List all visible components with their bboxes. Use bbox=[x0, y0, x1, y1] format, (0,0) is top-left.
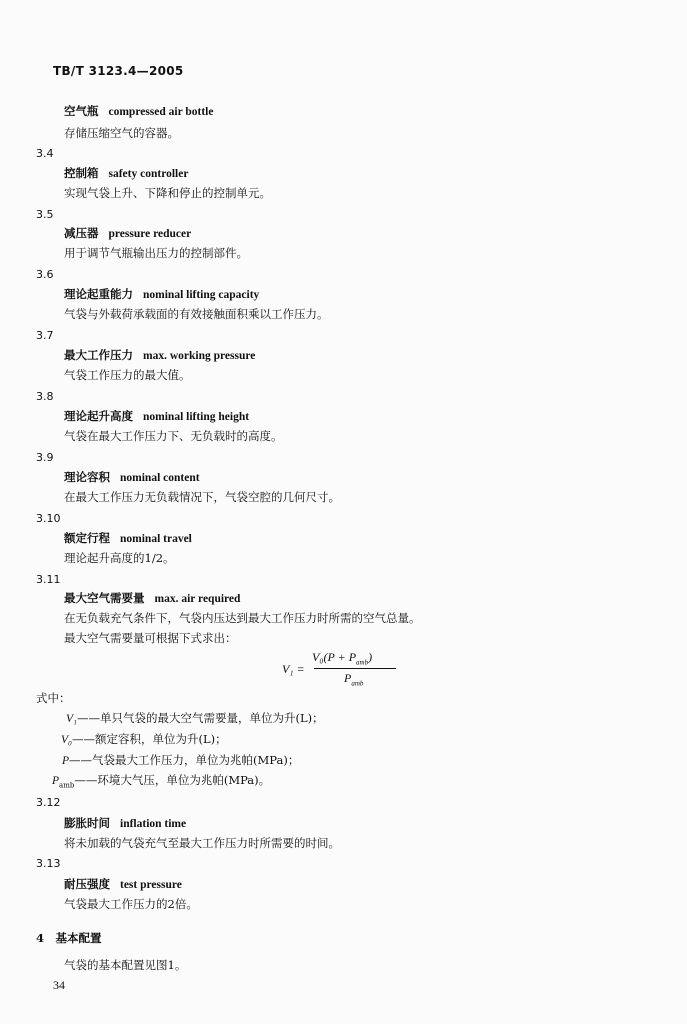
definition: 在无负载充气条件下，气袋内压达到最大工作压力时所需的空气总量。 bbox=[64, 611, 421, 625]
term-nominal-content: 理论容积 nominal content bbox=[64, 470, 200, 484]
variable-definition: V₀——额定容积，单位为升(L)； bbox=[61, 732, 227, 746]
clause-number: 3.5 bbox=[36, 208, 54, 221]
definition: 气袋与外载荷承载面的有效接触面积乘以工作压力。 bbox=[64, 307, 329, 321]
term-pressure-reducer: 减压器 pressure reducer bbox=[64, 226, 192, 240]
variable-definition: $P_{amb}——$环境大气压，单位为兆帕(MPa)。 bbox=[52, 773, 271, 790]
clause-number: 3.11 bbox=[36, 573, 61, 586]
formula-lhs: V₁ = bbox=[282, 662, 305, 676]
section-text: 气袋的基本配置见图1。 bbox=[64, 958, 187, 972]
fraction-bar bbox=[314, 668, 396, 669]
clause-number: 3.7 bbox=[36, 329, 54, 342]
clause-number: 3.4 bbox=[36, 147, 54, 160]
term-nominal-lifting-height: 理论起升高度 nominal lifting height bbox=[64, 409, 250, 423]
term-nominal-travel: 额定行程 nominal travel bbox=[64, 531, 192, 545]
clause-number: 3.9 bbox=[36, 451, 54, 464]
definition: 用于调节气瓶输出压力的控制部件。 bbox=[64, 246, 248, 260]
term-test-pressure: 耐压强度 test pressure bbox=[64, 877, 182, 891]
clause-number: 3.10 bbox=[36, 512, 61, 525]
page-number: 34 bbox=[53, 978, 65, 992]
term-nominal-lifting-capacity: 理论起重能力 nominal lifting capacity bbox=[64, 287, 260, 301]
definition: 理论起升高度的1/2。 bbox=[64, 551, 175, 565]
clause-number: 3.6 bbox=[36, 268, 54, 281]
definition-formula-intro: 最大空气需要量可根据下式求出： bbox=[64, 631, 237, 645]
formula-numerator: $V_0(P + P_{amb})$ bbox=[312, 650, 373, 667]
definition: 实现气袋上升、下降和停止的控制单元。 bbox=[64, 186, 271, 200]
where-label: 式中： bbox=[36, 691, 71, 705]
definition: 将未加载的气袋充气至最大工作压力时所需要的时间。 bbox=[64, 836, 340, 850]
definition: 在最大工作压力无负载情况下，气袋空腔的几何尺寸。 bbox=[64, 490, 340, 504]
formula-denominator: $P_{amb}$ bbox=[344, 671, 364, 688]
term-max-working-pressure: 最大工作压力 max. working pressure bbox=[64, 348, 256, 362]
definition: 存储压缩空气的容器。 bbox=[64, 126, 179, 140]
document-header: TB/T 3123.4—2005 bbox=[53, 64, 184, 78]
variable-definition: V₁——单只气袋的最大空气需要量，单位为升(L)； bbox=[66, 711, 324, 725]
term-inflation-time: 膨胀时间 inflation time bbox=[64, 816, 187, 830]
definition: 气袋在最大工作压力下、无负载时的高度。 bbox=[64, 429, 283, 443]
clause-number: 3.8 bbox=[36, 390, 54, 403]
clause-number: 3.12 bbox=[36, 796, 61, 809]
term-safety-controller: 控制箱 safety controller bbox=[64, 166, 189, 180]
clause-number: 3.13 bbox=[36, 857, 61, 870]
section-heading: 4 基本配置 bbox=[36, 931, 102, 945]
definition: 气袋最大工作压力的2倍。 bbox=[64, 897, 198, 911]
variable-definition: P——气袋最大工作压力，单位为兆帕(MPa)； bbox=[62, 753, 300, 767]
term-max-air-required: 最大空气需要量 max. air required bbox=[64, 591, 241, 605]
formula bbox=[282, 650, 412, 690]
definition: 气袋工作压力的最大值。 bbox=[64, 368, 191, 382]
term-compressed-air-bottle: 空气瓶 compressed air bottle bbox=[64, 104, 214, 118]
